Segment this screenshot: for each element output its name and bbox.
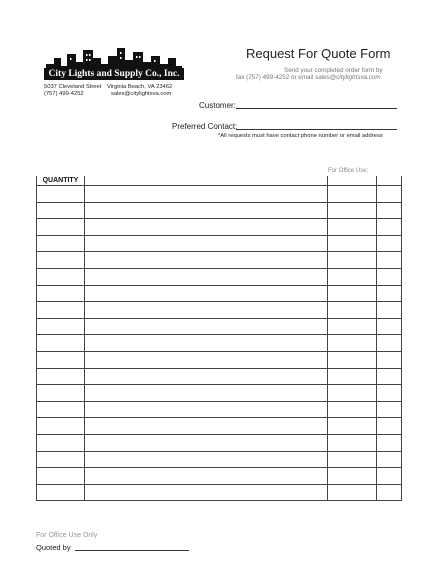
company-email: sales@citylightsva.com [111, 91, 172, 97]
quote-items-table [36, 176, 402, 501]
table-row[interactable] [37, 302, 402, 319]
table-row[interactable] [37, 235, 402, 252]
table-row[interactable] [37, 219, 402, 236]
table-row[interactable] [37, 451, 402, 468]
office-use-only-label: For Office Use Only [36, 532, 98, 539]
table-row[interactable] [37, 484, 402, 501]
table-row[interactable] [37, 252, 402, 269]
table-row[interactable] [37, 401, 402, 418]
table-row[interactable] [37, 468, 402, 485]
company-phone: (757) 499-4252 [44, 91, 84, 97]
quantity-header: QUANTITY [37, 176, 85, 186]
company-name: City Lights and Supply Co., Inc. [44, 68, 184, 80]
table-row[interactable] [37, 335, 402, 352]
table-row[interactable] [37, 434, 402, 451]
send-instructions: Send your completed order form by [284, 67, 383, 74]
form-title: Request For Quote Form [246, 46, 391, 61]
customer-label: Customer: [199, 101, 236, 110]
company-city: Virginia Beach, VA 23462 [107, 84, 173, 90]
fax-email: sales@citylightsva.com [315, 74, 381, 81]
table-row[interactable] [37, 368, 402, 385]
table-row[interactable] [37, 186, 402, 203]
company-street: 5037 Cleveland Street [44, 84, 102, 90]
quoted-by-field[interactable] [75, 550, 189, 551]
table-header-row [37, 176, 402, 186]
fax-instructions: fax (757) 499-4252 or email sales@citylightsva.com [236, 74, 381, 81]
table-row[interactable] [37, 268, 402, 285]
table-row[interactable] [37, 202, 402, 219]
quoted-by-label: Quoted by [36, 543, 71, 552]
office-header [328, 176, 377, 186]
customer-field[interactable] [236, 108, 397, 109]
table-row[interactable] [37, 285, 402, 302]
table-row[interactable] [37, 385, 402, 402]
description-header [84, 176, 327, 186]
office-header-extra [377, 176, 402, 186]
office-use-label: For Office Use: [328, 168, 369, 174]
preferred-contact-label: Preferred Contact: [172, 122, 238, 131]
table-row[interactable] [37, 418, 402, 435]
table-row[interactable] [37, 318, 402, 335]
table-row[interactable] [37, 351, 402, 368]
contact-note: *All requests must have contact phone number or email address [218, 133, 383, 139]
preferred-contact-field[interactable] [236, 129, 397, 130]
